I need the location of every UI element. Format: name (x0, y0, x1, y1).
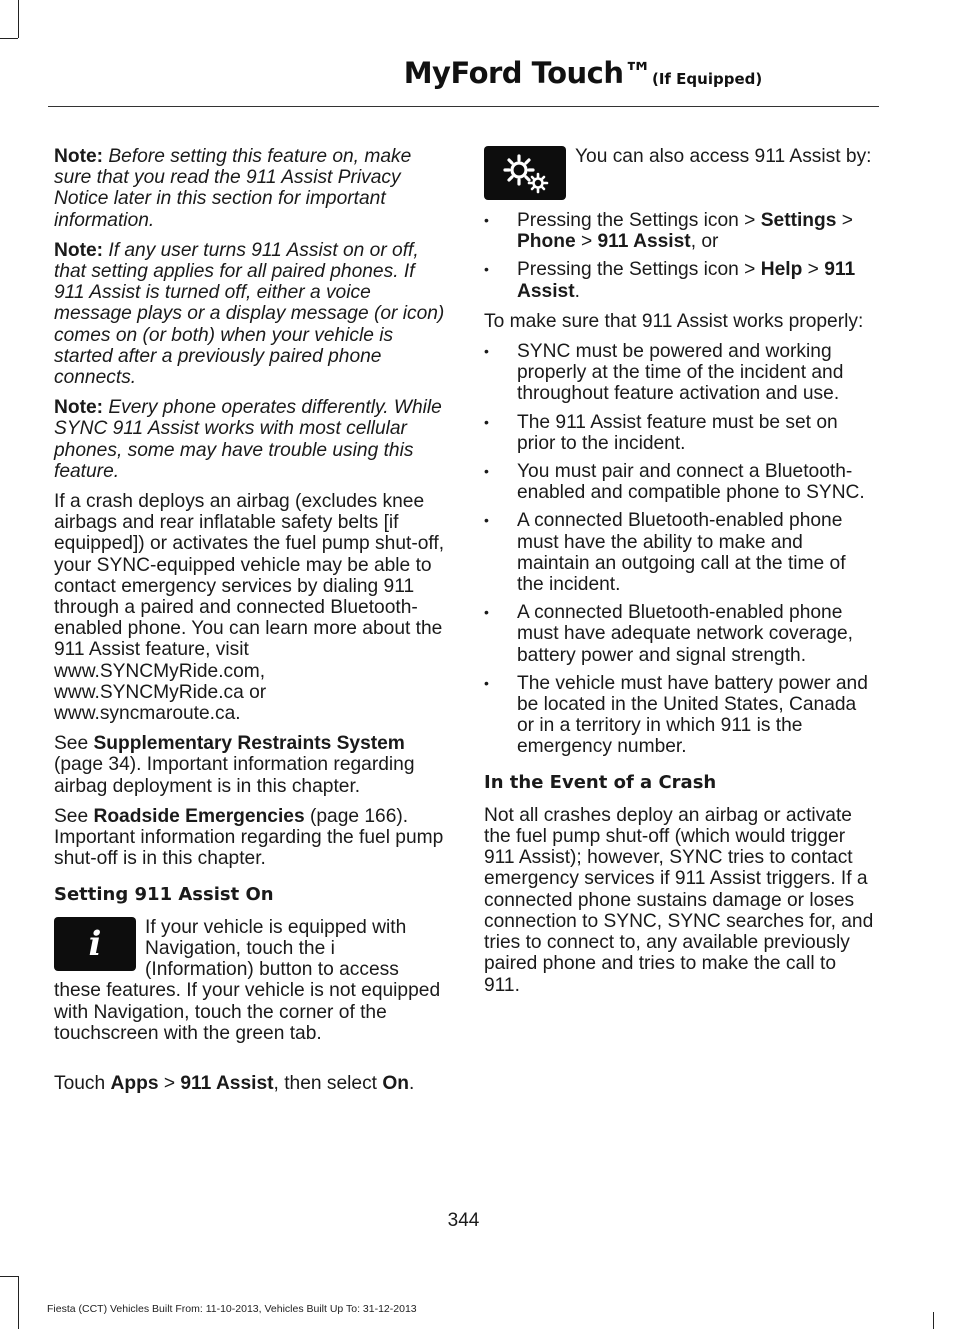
crop-mark (18, 1276, 19, 1329)
settings-block (484, 146, 876, 167)
requirements-list (484, 341, 876, 758)
list-item: • A connected Bluetooth-enabled phone must have adequate network coverage, battery power and signal strength. (484, 602, 876, 666)
info-block (54, 917, 446, 1044)
link-supplementary-restraints: Supplementary Restraints System (93, 733, 405, 755)
link-roadside-emergencies: Roadside Emergencies (93, 805, 305, 827)
note-3: Note: Every phone operates differently. While SYNC 911 Assist works with most cellular phones, some may have trouble using this feature. (54, 397, 442, 482)
right-column (484, 146, 876, 1005)
settings-gear-icon (484, 146, 566, 200)
see-restraints: See Supplementary Restraints System (page 34). Important information regarding airbag deployment is in this chapter. (54, 733, 415, 797)
crop-mark (0, 38, 18, 39)
list-item: • SYNC must be powered and working properly at the time of the incident and throughout feature activation and use. (484, 341, 876, 405)
info-text: If your vehicle is equipped with Navigation, touch the i (Information) button to access these features. If your vehicle is not equipped with Navigation, touch the corner of the touchscreen with the green tab. (54, 916, 441, 1044)
header-divider (48, 106, 879, 107)
crash-text: Not all crashes deploy an airbag or activate the fuel pump shut-off (which would trigger 911 Assist); however, SYNC tries to contact emergency services if 911 Assist triggers. If a connected phone sustains damage or loses connection to SYNC, SYNC searches for, and tries to connect to, any available previously paired phone and tries to make the call to 911. (484, 804, 874, 996)
list-item: • The vehicle must have battery power and be located in the United States, Canada or in a territory in which 911 is the emergency number. (484, 673, 876, 758)
header-subtitle: (If Equipped) (652, 70, 763, 88)
list-item: • Pressing the Settings icon > Settings > Phone > 911 Assist, or (484, 210, 876, 252)
list-item: • Pressing the Settings icon > Help > 911 Assist. (484, 259, 876, 301)
works-intro: To make sure that 911 Assist works properly: (484, 310, 864, 332)
list-item: • The 911 Assist feature must be set on prior to the incident. (484, 412, 876, 454)
header-title: MyFord Touch™ (403, 56, 652, 90)
access-text: You can also access 911 Assist by: (575, 146, 872, 167)
list-item: • A connected Bluetooth-enabled phone must have the ability to make and maintain an outgoing call at the time of the incident. (484, 510, 876, 595)
information-icon: i (54, 917, 136, 971)
gear-icon (497, 150, 553, 196)
see-roadside: See Roadside Emergencies (page 166). Important information regarding the fuel pump shut-off is in this chapter. (54, 805, 444, 870)
footer-text: Fiesta (CCT) Vehicles Built From: 11-10-2013, Vehicles Built Up To: 31-12-2013 (47, 1303, 417, 1315)
section-heading-crash: In the Event of a Crash (484, 771, 717, 793)
crash-paragraph: If a crash deploys an airbag (excludes knee airbags and rear inflatable safety belts [if equipped]) or activates the fuel pump shut-off, your SYNC-equipped vehicle may be able to contact emergency services by dialing 911 through a paired and connected Bluetooth-enabled phone. You can learn more about the 911 Assist feature, visit www.SYNCMyRide.com, www.SYNCMyRide.ca or www.syncmaroute.ca. (54, 491, 445, 725)
note-2: Note: If any user turns 911 Assist on or off, that setting applies for all paired phones. If 911 Assist is turned off, either a voice message plays or a display message (or icon) comes on (or both) when your vehicle is started after a previously paired phone connects. (54, 239, 445, 389)
section-heading-setting: Setting 911 Assist On (54, 883, 274, 905)
left-column (54, 146, 446, 1103)
note-1: Note: Before setting this feature on, make sure that you read the 911 Assist Privacy Notice later in this section for important information. (54, 146, 412, 231)
crop-mark (933, 1312, 934, 1329)
access-list (484, 210, 876, 302)
crop-mark (18, 0, 19, 38)
touch-instruction: Touch Apps > 911 Assist, then select On. (54, 1072, 415, 1094)
page-number: 344 (447, 1210, 480, 1231)
crop-mark (0, 1276, 18, 1277)
list-item: • You must pair and connect a Bluetooth-enabled and compatible phone to SYNC. (484, 461, 876, 503)
